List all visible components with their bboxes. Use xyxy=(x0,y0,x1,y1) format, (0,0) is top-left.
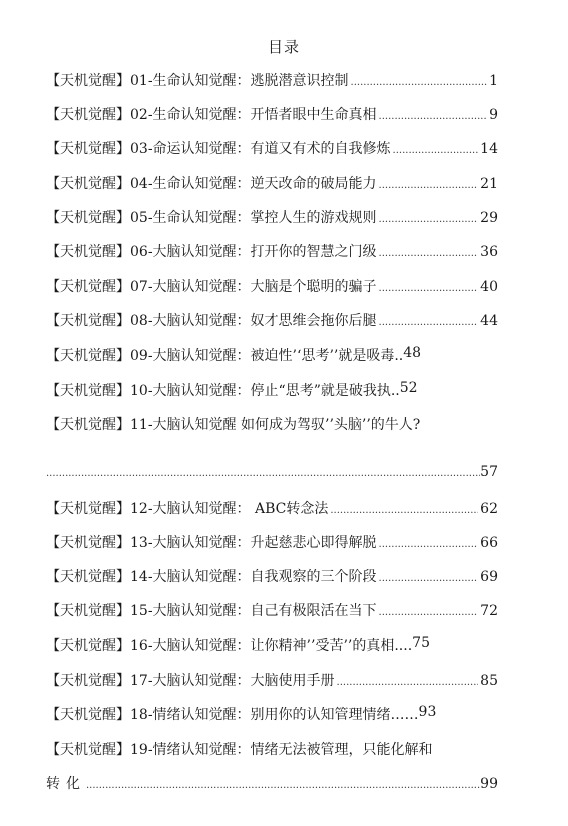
toc-entry-continuation[interactable] xyxy=(46,464,498,480)
toc-entry-page: 85 xyxy=(480,673,498,689)
toc-entry[interactable] xyxy=(46,173,498,195)
toc-entry-text: 【天机觉醒】02-生命认知觉醒：开悟者眼中生命真相 xyxy=(46,107,377,123)
leader-dots xyxy=(86,780,480,791)
toc-entry-continuation[interactable] xyxy=(46,773,498,793)
toc-entry[interactable] xyxy=(46,70,498,92)
toc-entry-page: 9 xyxy=(489,107,498,123)
leader-dots xyxy=(330,505,478,516)
toc-entry-text: 【天机觉醒】10-大脑认知觉醒：停止“思考”就是破我执.. xyxy=(46,383,400,399)
toc-entry-text: 【天机觉醒】08-大脑认知觉醒：奴才思维会拖你后腿 xyxy=(46,313,377,329)
toc-entry-text: 【天机觉醒】04-生命认知觉醒：逆天改命的破局能力 xyxy=(46,176,377,192)
leader-dots xyxy=(379,283,479,294)
toc-entry[interactable] xyxy=(46,414,420,434)
toc-entry-text: 【天机觉醒】03-命运认知觉醒：有道又有术的自我修炼 xyxy=(46,141,391,157)
toc-entry[interactable] xyxy=(46,670,498,692)
toc-entry-page: 75 xyxy=(412,635,430,651)
toc-entry-text: 转化 xyxy=(46,776,86,792)
leader-dots xyxy=(379,607,479,618)
toc-entry-text: 【天机觉醒】19-情绪认知觉醒：情绪无法被管理，只能化解和 xyxy=(46,742,433,758)
toc-entry-page: 44 xyxy=(480,313,498,329)
toc-entry[interactable] xyxy=(46,600,498,622)
toc-title: 目录 xyxy=(267,38,300,56)
toc-entry[interactable] xyxy=(46,498,498,520)
toc-entry-page: 57 xyxy=(480,464,498,480)
toc-entry-page: 62 xyxy=(480,501,498,517)
toc-entry-page: 93 xyxy=(418,704,437,720)
toc-entry-text: 【天机觉醒】16-大脑认知觉醒：让你精神’’受苦’’的真相.... xyxy=(46,638,413,654)
toc-entry[interactable] xyxy=(46,276,498,298)
toc-entry[interactable] xyxy=(46,207,498,229)
toc-entry-page: 48 xyxy=(403,345,422,361)
toc-entry-text: 【天机觉醒】14-大脑认知觉醒：自我观察的三个阶段 xyxy=(46,569,377,585)
toc-entry-text: 【天机觉醒】06-大脑认知觉醒：打开你的智慧之门级 xyxy=(46,244,377,260)
toc-entry-page: 69 xyxy=(480,569,498,585)
toc-entry[interactable] xyxy=(46,345,498,365)
toc-entry-text: 【天机觉醒】13-大脑认知觉醒：升起慈悲心即得解脱 xyxy=(46,535,377,551)
toc-entry-text: 【天机觉醒】07-大脑认知觉醒：大脑是个聪明的骗子 xyxy=(46,279,377,295)
toc-entry[interactable] xyxy=(46,704,498,724)
toc-entry-text: 【天机觉醒】12-大脑认知觉醒： ABC转念法 xyxy=(46,501,329,517)
toc-entry-page: 36 xyxy=(480,244,498,260)
leader-dots xyxy=(351,77,488,88)
toc-entry-page: 52 xyxy=(399,380,418,396)
leader-dots xyxy=(379,539,479,550)
leader-dots xyxy=(46,468,480,479)
toc-entry-page: 72 xyxy=(480,603,498,619)
toc-entry-page: 66 xyxy=(480,535,498,551)
toc-entry-page: 99 xyxy=(480,776,498,792)
toc-entry-text: 【天机觉醒】18-情绪认知觉醒：别用你的认知管理情绪…… xyxy=(46,707,419,723)
leader-dots xyxy=(379,214,479,225)
toc-entry-text: 【天机觉醒】05-生命认知觉醒：掌控人生的游戏规则 xyxy=(46,210,377,226)
toc-entry-page: 40 xyxy=(480,279,498,295)
toc-entry[interactable] xyxy=(46,532,498,554)
toc-entry-text: 【天机觉醒】11-大脑认知觉醒 如何成为驾驭’’头脑’’的牛人? xyxy=(46,417,421,433)
toc-entry-text: 【天机觉醒】15-大脑认知觉醒：自己有极限活在当下 xyxy=(46,603,377,619)
leader-dots xyxy=(337,677,479,688)
toc-entry-text: 【天机觉醒】09-大脑认知觉醒：被迫性’‘思考’’就是吸毒.. xyxy=(46,348,404,364)
leader-dots xyxy=(379,248,479,259)
toc-entry[interactable] xyxy=(46,635,498,655)
toc-entry-text: 【天机觉醒】17-大脑认知觉醒：大脑使用手册 xyxy=(46,673,335,689)
toc-entry[interactable] xyxy=(46,739,433,759)
leader-dots xyxy=(379,111,488,122)
toc-entry[interactable] xyxy=(46,310,498,332)
toc-entry-text: 【天机觉醒】01-生命认知觉醒：逃脱潜意识控制 xyxy=(46,73,349,89)
toc-entry[interactable] xyxy=(46,380,498,400)
leader-dots xyxy=(379,317,479,328)
leader-dots xyxy=(379,180,479,191)
toc-entry[interactable] xyxy=(46,241,498,263)
toc-entry[interactable] xyxy=(46,138,498,160)
toc-entry-page: 21 xyxy=(480,176,498,192)
leader-dots xyxy=(379,573,479,584)
toc-entry-page: 1 xyxy=(489,73,498,89)
toc-entry[interactable] xyxy=(46,104,498,126)
toc-entry[interactable] xyxy=(46,566,498,588)
leader-dots xyxy=(393,145,479,156)
toc-entry-page: 29 xyxy=(480,210,498,226)
toc-entry-page: 14 xyxy=(480,141,498,157)
